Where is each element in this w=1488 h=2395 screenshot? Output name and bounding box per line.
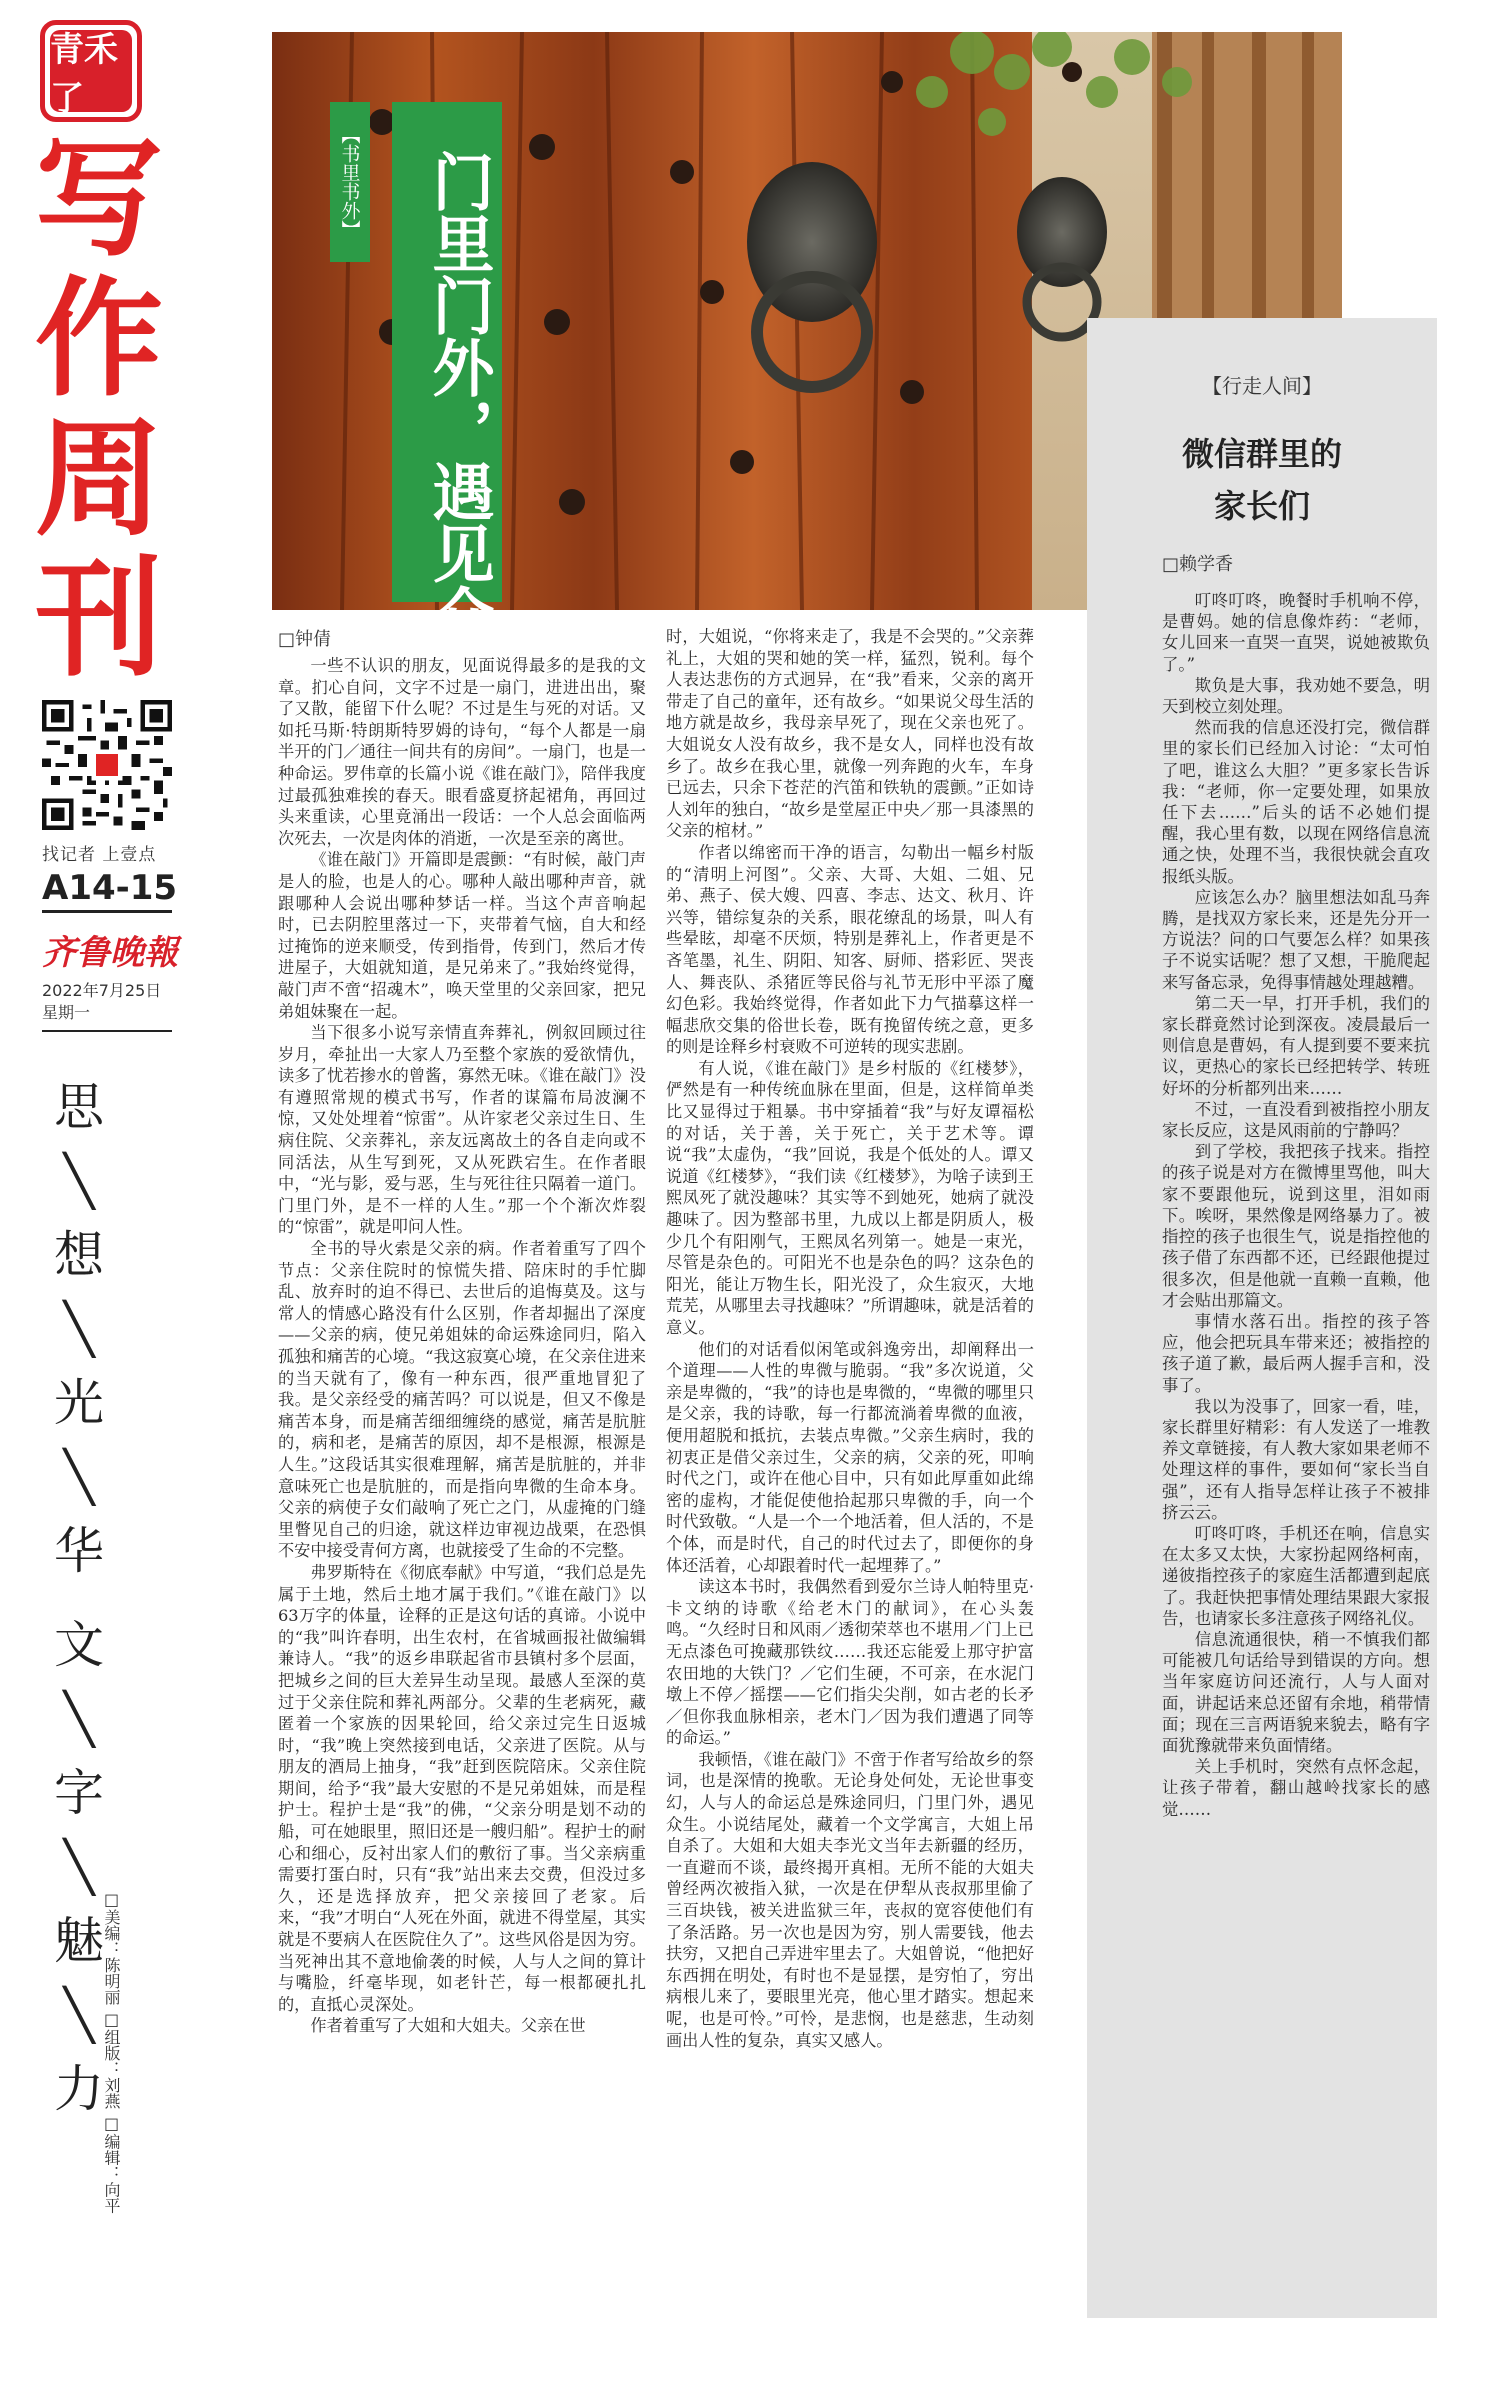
main-author: □钟倩 <box>278 629 332 650</box>
paragraph: 时，大姐说，“你将来走了，我是不会哭的。”父亲葬礼上，大姐的哭和她的笑一样，猛烈，锐利。每个人表达悲伤的方式迥异，在“我”看来，父亲的离开带走了自己的童年，还有故乡。“如果说父母生活的地方就是故乡，我母亲早死了，现在父亲也死了。大姐说女人没有故乡，我不是女人，同样也没有故乡了。故乡在我心里，就像一列奔跑的火车，车身已远去，只余下苍茫的汽笛和铁轨的震颤。”正如诗人刘年的独白，“故乡是堂屋正中央／那一具漆黑的父亲的棺材。” <box>666 627 1034 841</box>
motto-char: 力 <box>54 2060 104 2118</box>
article-column-2 <box>666 626 1034 2376</box>
paragraph: 到了学校，我把孩子找来。指控的孩子说是对方在微博里骂他，叫大家不要跟他玩，说到这里，泪如雨下。唉呀，果然像是网络暴力了。被指控的孩子也很生气，说是指控他的孩子借了东西都不还，已经跟他提过很多次，但是他就一直赖一直赖，他才会贴出那篇文。 <box>1162 1142 1430 1310</box>
article-column-1 <box>278 655 646 2375</box>
side-title-line-1: 微信群里的 <box>1181 435 1342 473</box>
paragraph: 事情水落石出。指控的孩子答应，他会把玩具车带来还；被指控的孩子道了歉，最后两人握手言和，没事了。 <box>1162 1311 1430 1395</box>
motto-char: 华 <box>54 1522 104 1580</box>
divider <box>42 910 172 913</box>
motto-separator: ╲ <box>63 1986 95 2044</box>
category-tag: 【书里书外】 <box>330 102 370 262</box>
motto-separator: ╲ <box>63 1690 95 1748</box>
motto-char: 字 <box>54 1764 104 1822</box>
motto-char: 文 <box>54 1616 104 1674</box>
article-title: 门里门外，遇见众生 <box>422 150 495 708</box>
motto-char: 魅 <box>54 1912 104 1970</box>
paragraph: 应该怎么办？脑里想法如乱马奔腾，是找双方家长来，还是先分开一方说法？问的口气要怎么样？如果孩子不说实话呢？想了又想，干脆爬起来写备忘录，免得事情越处理越糟。 <box>1162 887 1430 992</box>
paragraph: 第二天一早，打开手机，我们的家长群竟然讨论到深夜。凌晨最后一则信息是曹妈，有人提到要不要来抗议，更热心的家长已经把转学、转班好坏的分析都列出来…… <box>1162 993 1430 1098</box>
editors-credit: □美编：陈明丽 □组版：刘燕 □编辑：向平 <box>102 1890 121 2214</box>
paragraph: 关上手机时，突然有点怀念起，让孩子带着，翻山越岭找家长的感觉…… <box>1162 1757 1430 1819</box>
paragraph: 欺负是大事，我劝她不要急，明天到校立刻处理。 <box>1162 675 1430 717</box>
motto-char: 思 <box>54 1078 104 1136</box>
paragraph: 全书的导火索是父亲的病。作者着重写了四个节点：父亲住院时的惊慌失措、陪床时的手忙脚乱、放弃时的迫不得已、去世后的追悔莫及。这与常人的情感心路没有什么区别，作者却掘出了深度——父亲的病，使兄弟姐妹的命运殊途同归，陷入孤独和痛苦的心境。“我这寂寞心境，在父亲住进来的当天就有了，像有一种东西，很严重地冒犯了我。是父亲经受的痛苦吗？可以说是，但又不像是痛苦本身，而是痛苦细细缠绕的感觉，痛苦是肮脏的，病和老，是痛苦的原因，却不是根源，根源是人生。”这段话其实很难理解，痛苦是肮脏的，并非意味死亡也是肮脏的，而是指向卑微的生命本身。父亲的病使子女们敲响了死亡之门，从虚掩的门缝里瞥见自己的归途，就这样边审视边战栗，在恐惧不安中接受青何方离，也就接受了生命的不完整。 <box>278 1239 646 1561</box>
reporter-line: 找记者 上壹点 <box>42 845 157 865</box>
paragraph: 读这本书时，我偶然看到爱尔兰诗人帕特里克·卡文纳的诗歌《给老木门的献词》，在心头轰鸣。“久经时日和风雨／透彻荣萃也不堪用／门上已无点漆色可挽藏那铁纹……我还忘能爱上那守护富农田地的大铁门？／它们生硬，不可亲，在水泥门墩上不停／摇摆——它们指尖尖削，如古老的长矛／但你我血脉相亲，老木门／因为我们遭遇了同等的命运。” <box>666 1577 1034 1748</box>
side-author: □赖学香 <box>1162 554 1234 575</box>
section-title-char-4: 刊 <box>34 545 163 694</box>
paragraph: 一些不认识的朋友，见面说得最多的是我的文章。扪心自问，文字不过是一扇门，进进出出，聚了又散，能留下什么呢？不过是生与死的对话。又如托马斯·特朗斯特罗姆的诗句，“每个人都是一扇半开的门／通往一间共有的房间”。一扇门，也是一种命运。罗伟章的长篇小说《谁在敲门》，陪伴我度过最孤独难挨的春天。眼看盛夏挤起裙角，再回过头来重读，心里竟涌出一段话：一个人总会面临两次死去，一次是肉体的消逝，一次是至亲的离世。 <box>278 656 646 848</box>
side-article-title <box>1087 428 1437 532</box>
motto-separator: ╲ <box>63 1152 95 1210</box>
paragraph: 有人说，《谁在敲门》是乡村版的《红楼梦》，俨然是有一种传统血脉在里面，但是，这样简单类比又显得过于粗暴。书中穿插着“我”与好友谭福松的对话，关于善，关于死亡，关于艺术等。谭说“我”太虚伪，“我”回说，我是个低处的人。谭又说道《红楼梦》，“我们读《红楼梦》，为啥子读到王熙凤死了就没趣味？其实等不到她死，她病了就没趣味了。因为整部书里，九成以上都是阴质人，极少几个有阳刚气，王熙凤名列第一。她是一束光，尽管是杂色的。可阳光不也是杂色的吗？这杂色的阳光，能让万物生长，阳光没了，众生寂灭，大地荒芜，从哪里去寻找趣味？”所谓趣味，就是活着的意义。 <box>666 1058 1034 1337</box>
side-title-line-2: 家长们 <box>1213 487 1310 525</box>
paragraph: 当下很多小说写亲情直奔葬礼，例叙回顾过往岁月，牵扯出一大家人乃至整个家族的爱欲情仇，读多了忧若掺水的曾酱，寡然无味。《谁在敲门》没有遵照常规的模式书写，作者的谋篇布局波澜不惊，又处处埋着“惊雷”。从许家老父亲过生日、生病住院、父亲葬礼，亲友远离故土的各自走向或不同活法，从生写到死，又从死跌宕生。在作者眼中，“光与影，爱与恶，生与死往往只隔着一道门。门里门外，是不一样的人生。”那一个个渐次炸裂的“惊雷”，就是叩问人性。 <box>278 1023 646 1237</box>
paragraph: 然而我的信息还没打完，微信群里的家长们已经加入讨论：“太可怕了吧，谁这么大胆？”更多家长告诉我：“老师，你一定要处理，如果放任下去……”后头的话不必她们提醒，我心里有数，以现在网络信息流通之快，处理不当，我很快就会直攻报纸头版。 <box>1162 718 1430 886</box>
issue-weekday: 星期一 <box>42 1003 91 1022</box>
motto-char: 想 <box>54 1226 104 1284</box>
paragraph: 我顿悟，《谁在敲门》不啻于作者写给故乡的祭词，也是深情的挽歌。无论身处何处，无论世事变幻，人与人的命运总是殊途同归，门里门外，遇见众生。小说结尾处，藏着一个文学寓言，大姐上吊自杀了。大姐和大姐夫李光文当年去新疆的经历，一直避而不谈，最终揭开真相。无所不能的大姐夫曾经两次被指入狱，一次是在伊犁从丧叔那里偷了三百块钱，被关进监狱三年，丧叔的宽容使他们有了条活路。另一次也是因为穷，别人需要钱，他去扶穷，又把自己弄进牢里去了。大姐曾说，“他把好东西拥在明处，有时也不是显摆，是穷怕了，穷出病根儿来了，要眼里光亮，他心里才踏实。想起来呢，也是可怜。”可怜，是悲悯，也是慈悲，生动刻画出人性的复杂，真实又感人。 <box>666 1749 1034 2050</box>
divider <box>42 1030 172 1032</box>
motto-char: 光 <box>54 1374 104 1432</box>
side-category: 【行走人间】 <box>1202 374 1322 398</box>
issue-date: 2022年7月25日 <box>42 981 162 1000</box>
paragraph: 我以为没事了，回家一看，哇，家长群里好精彩：有人发送了一堆教养文章链接，有人教大家如果老师不处理这样的事件，要如何“家长当自强”，还有人指导怎样让孩子不被排挤云云。 <box>1162 1396 1430 1522</box>
section-title-char-2: 作 <box>34 265 163 414</box>
newspaper-logo <box>40 20 142 122</box>
motto-separator: ╲ <box>63 1838 95 1896</box>
paragraph: 信息流通很快，稍一不慎我们都可能被几句话给导到错误的方向。想当年家庭访问还流行，人与人面对面，讲起话来总还留有余地，稍带情面；现在三言两语貌来貌去，略有字面犹豫就带来负面情绪。 <box>1162 1629 1430 1755</box>
paragraph: 不过，一直没看到被指控小朋友家长反应，这是风雨前的宁静吗？ <box>1162 1099 1430 1141</box>
paragraph: 弗罗斯特在《彻底奉献》中写道，“我们总是先属于土地，然后土地才属于我们。”《谁在敲门》以63万字的体量，诠释的正是这句话的真谛。小说中的“我”叫许春明，出生农村，在省城画报社做编辑兼诗人。“我”的返乡串联起省市县镇村多个层面，把城乡之间的巨大差异生动呈现。最感人至深的莫过于父亲住院和葬礼两部分。父辈的生老病死，藏匿着一个家族的因果轮回，给父亲过完生日返城时，“我”晚上突然接到电话，父亲进了医院。从与朋友的酒局上抽身，“我”赶到医院陪床。父亲住院期间，给予“我”最大安慰的不是兄弟姐妹，而是程护士。程护士是“我”的佛，“父亲分明是划不动的船，可在她眼里，照旧还是一艘归船”。程护士的耐心和细心，反衬出家人们的敷衍了事。当父亲病重需要打蛋白时，只有“我”站出来去交费，但没过多久，还是选择放弃，把父亲接回了老家。后来，“我”才明白“人死在外面，就进不得堂屋，其实就是不要病人在医院住久了”。这些风俗是因为穷。当死神出其不意地偷袭的时候，人与人之间的算计与嘴脸，纤毫毕现，如老针芒，每一根都硬扎扎的，直抵心灵深处。 <box>278 1562 646 2014</box>
section-title-char-1: 写 <box>34 125 163 274</box>
motto-separator: ╲ <box>63 1448 95 1506</box>
side-article-body <box>1162 590 1430 2310</box>
paragraph: 他们的对话看似闲笔或斜逸旁出，却阐释出一个道理——人性的卑微与脆弱。“我”多次说道，父亲是卑微的，“我”的诗也是卑微的，“卑微的哪里只是父亲，我的诗歌，每一行都流淌着卑微的血液，便用超脱和抵抗，去装点卑微。”父亲生病时，我的初衷正是借父亲过生，父亲的病，父亲的死，叩响时代之门，或许在他心目中，只有如此厚重如此绵密的虚构，才能促使他拾起那只卑微的手，向一个时代致敬。“人是一个一个地活着，但人活的，不是个体，而是时代，自己的时代过去了，即便你的身体还活着，心却跟着时代一起埋葬了。” <box>666 1339 1034 1575</box>
section-title-char-3: 周 <box>34 405 163 554</box>
paragraph: 作者着重写了大姐和大姐夫。父亲在世 <box>310 2016 586 2036</box>
paragraph: 叮咚叮咚，晚餐时手机响不停，是曹妈。她的信息像炸药：“老师，女儿回来一直哭一直哭，说她被欺负了。” <box>1162 591 1430 674</box>
motto-separator: ╲ <box>63 1300 95 1358</box>
paper-name: 齐鲁晚報 <box>42 933 178 973</box>
paragraph: 叮咚叮咚，手机还在响，信息实在太多又太快，大家扮起网络柯南，递彼指控孩子的家庭生活都遭到起底了。我赶快把事情处理结果跟大家报告，也请家长多注意孩子网络礼仪。 <box>1162 1523 1430 1628</box>
page-number: A14-15 <box>42 868 178 908</box>
paragraph: 《谁在敲门》开篇即是震颤：“有时候，敲门声是人的脸，也是人的心。哪种人敲出哪种声音，就跟哪种人会说出哪种梦话一样。当这个声音响起时，已去阴腔里落过一下，夹带着气恼，自大和经过掩饰的逆来顺受，传到指骨，传到门，然后才传进屋子，大姐就知道，是兄弟来了。”我始终觉得，敲门声不啻“招魂木”，唤天堂里的父亲回家，把兄弟姐妹聚在一起。 <box>278 850 646 1021</box>
qr-code-icon[interactable] <box>42 700 172 830</box>
paragraph: 作者以绵密而干净的语言，勾勒出一幅乡村版的“清明上河图”。父亲、大哥、大姐、二姐、兄弟、燕子、侯大嫂、四喜、李志、达文、秋月、许兴等，错综复杂的关系，眼花缭乱的场景，叫人有些晕眩，却毫不厌烦，特别是葬礼上，作者更是不吝笔墨，礼生、阴阳、知客、厨师、搭彩匠、哭丧人、舞丧队、杀猪匠等民俗与礼节无形中平添了魔幻色彩。我始终觉得，作者如此下力气描摹这样一幅悲欣交集的俗世长卷，既有挽留传统之意，更多的则是诠释乡村衰败不可逆转的现实悲剧。 <box>666 842 1034 1057</box>
logo-text: 青禾了 <box>50 30 132 112</box>
